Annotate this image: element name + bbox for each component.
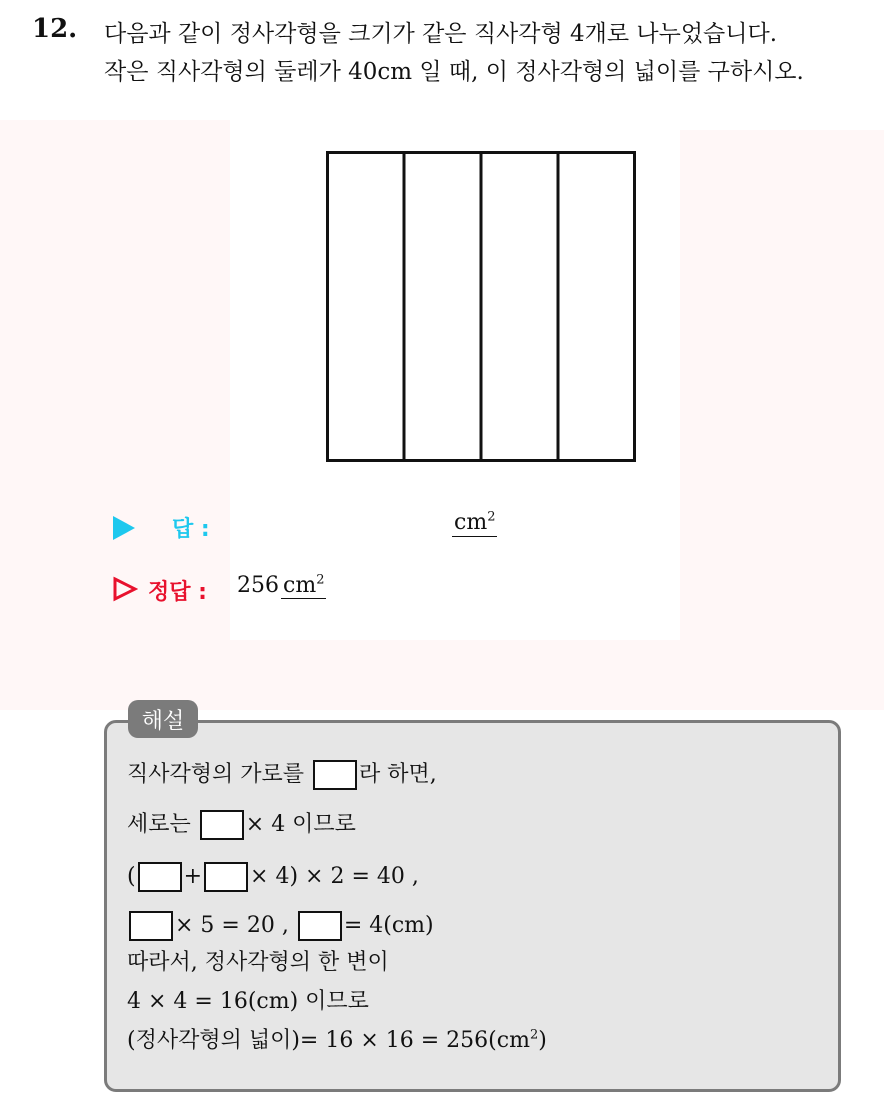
solution-line-1: 직사각형의 가로를 라 하면, <box>127 760 437 790</box>
question-text-line-2: 작은 직사각형의 둘레가 40cm 일 때, 이 정사각형의 넓이를 구하시오. <box>104 59 804 85</box>
background-tile <box>0 640 884 710</box>
question-text-line-1: 다음과 같이 정사각형을 크기가 같은 직사각형 4개로 나누었습니다. <box>104 21 778 47</box>
solution-line-4: × 5 = 20 , = 4(cm) <box>127 911 434 941</box>
solution-tab: 해설 <box>128 700 198 738</box>
correct-answer-label: 정답 : <box>148 580 207 605</box>
blank-box <box>200 810 244 840</box>
blank-box <box>129 911 173 941</box>
solution-line-3: ( + × 4) × 2 = 40 , <box>127 862 419 892</box>
solution-line-2: 세로는 × 4 이므로 <box>127 810 356 840</box>
correct-answer-number: 256 <box>237 573 279 598</box>
blank-box <box>204 862 248 892</box>
solution-line-5: 따라서, 정사각형의 한 변이 <box>127 950 389 975</box>
answer-unit-exponent: 2 <box>487 509 496 525</box>
answer-marker-icon <box>113 516 135 540</box>
answer-unit[interactable] <box>452 510 497 537</box>
blank-box <box>138 862 182 892</box>
solution-line-6: 4 × 4 = 16(cm) 이므로 <box>127 989 369 1014</box>
correct-unit-exponent: 2 <box>316 572 325 588</box>
correct-answer-unit: $cm^2$ <box>283 572 325 598</box>
blank-box <box>313 760 357 790</box>
answer-label: 답 : <box>172 517 210 542</box>
question-number: 12. <box>32 14 78 44</box>
background-tile <box>0 120 230 640</box>
solution-line-7: (정사각형의 넓이)= $16 \times 16 = 256(cm^2)$ <box>127 1027 547 1053</box>
background-tile <box>680 130 884 670</box>
solution-exponent: 2 <box>529 1027 539 1043</box>
correct-marker-icon <box>112 576 138 602</box>
square-divided-figure <box>326 151 636 462</box>
answer-unit-text: cm <box>454 510 488 535</box>
blank-box <box>298 911 342 941</box>
correct-answer-value <box>237 573 326 598</box>
